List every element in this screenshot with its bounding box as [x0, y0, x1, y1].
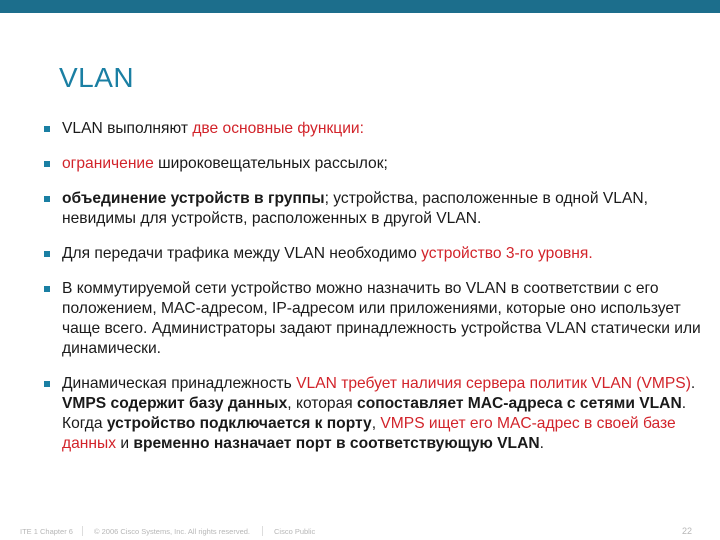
footer-divider — [262, 526, 263, 536]
bullet-list — [44, 119, 704, 469]
bullet-item: VLAN выполняют две основные функции: — [44, 119, 704, 139]
bullet-item: объединение устройств в группы; устройства, расположенные в одной VLAN, невидимы для устройств, расположенных в другой VLAN. — [44, 189, 704, 229]
bullet-item: ограничение широковещательных рассылок; — [44, 154, 704, 174]
bullet-marker-icon — [44, 251, 50, 257]
slide-title: VLAN — [59, 62, 135, 93]
bullet-marker-icon — [44, 196, 50, 202]
slide-footer — [0, 524, 720, 540]
bullet-item: Для передачи трафика между VLAN необходимо устройство 3-го уровня. — [44, 244, 704, 264]
footer-course: ITE 1 Chapter 6 — [20, 527, 73, 536]
bullet-marker-icon — [44, 381, 50, 387]
bullet-item: В коммутируемой сети устройство можно назначить во VLAN в соответствии с его положением, MAC-адресом, IP-адресом или приложениями, которые оно использует чаще всего. Администраторы задают принадлежность устройства VLAN статически или динамически. — [44, 279, 704, 359]
bullet-marker-icon — [44, 161, 50, 167]
page-number: 22 — [682, 526, 693, 536]
footer-divider — [82, 526, 83, 536]
top-bar — [0, 0, 720, 13]
bullet-marker-icon — [44, 126, 50, 132]
footer-copyright: © 2006 Cisco Systems, Inc. All rights reserved. — [94, 527, 251, 536]
footer-classification: Cisco Public — [274, 527, 316, 536]
bullet-item: Динамическая принадлежность VLAN требует наличия сервера политик VLAN (VMPS). VMPS содержит базу данных, которая сопоставляет MAC-адреса с сетями VLAN. Когда устройство подключается к порту, VMPS ищет его MAC-адрес в своей базе данных и временно назначает порт в соответствующую VLAN. — [44, 374, 704, 454]
bullet-marker-icon — [44, 286, 50, 292]
